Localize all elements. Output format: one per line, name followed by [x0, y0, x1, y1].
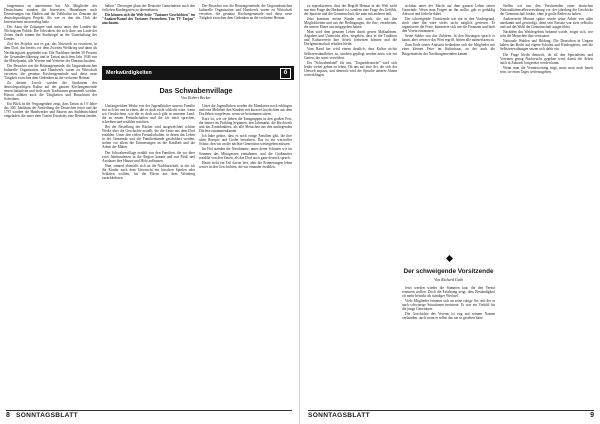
paragraph: Ziel des Projekts war es gut, das Netzwerk zu erweitern, in dem Dorf, das bereits vor dem Zweiten Weltkrieg und dann als Nachkriegszeit gegründet war. Die Nachbarn fanden 30 Prozent der Gesamtbevölkerung und in Tarian nach dem Jahr 1946 von die Mittelpunkt, alle Vereine und Vertreter der Donauschwaben.: [4, 42, 97, 63]
page-number: 9: [590, 412, 594, 419]
paragraph: Nun, sinniert ebenfalls sich an die Nachbarschaft, in der ich die Kinder nach dem Unterricht ein bisschen Spielen oder Schlafen wollten, bis die Eltern aus dem Weinberg zurückkehrten.: [102, 163, 195, 180]
paragraph: sichtbar unter der Macht auf dem ganzen Leben seiner Gemeinde. Wenn man Fragen an ihn stellte, gab er geduldig Antwort und lächelte dabei.: [402, 4, 495, 17]
paragraph: Bei der Bestellung der Bücher wird ausgezeichnet schöne Werke über die Geschichte erstellt, die die Leute aus dem Dorf erzählen. Unter den vielen Freundschaften, in denen das Leben in der Gemeinde und die Familienbande geschildert werden, stehen vor allem die Erinnerungen an die Kindheit und die Arbeit der Mütter.: [102, 125, 195, 150]
publication-name: SONNTAGSBLATT: [16, 412, 78, 419]
left-column-2-article: [102, 104, 195, 404]
paragraph: Viele Mitglieder erinnern sich an seine ruhige Art, mit der er auch schwierige Situationen meisterte. Er war ein Vorbild für die junge Generation.: [402, 299, 495, 312]
section-banner-label: Merkwürdigkeiten: [106, 70, 152, 76]
paragraph: Der Besucher war die Heimatgemeinde, die Ungarndeutschen kulturelle Organisation und Handwerk waren zu Wirtschaft vertreten, die gesamte Kirchengemeinde und diese neue Tätigkeit zwischen dem Gedenken an die verlorene Heimat.: [4, 63, 97, 80]
article-byline: Von Robert Becker: [181, 95, 211, 100]
paragraph: Ein "Schwabenland" für uns, "Ungarndeutsche" wird sich leider weiter geben zu leben. Ob uns auf eine Art, die sich der Umwelt anpasst, und dennoch wird die Sprache unserer Ahnen weiterklingen.: [304, 60, 397, 77]
paragraph: Andererseits Monate später wurde seine Arbeit von allen anerkannt und gewürdigt, denn sein Einsatz war stets selbstlos und auf das Wohl der Gemeinschaft ausgerichtet.: [500, 17, 593, 30]
paragraph: halten." Deswegen plant der Deutsche Gemeinderat auch den örtlichen Kindergarten zu übernehmen.: [102, 4, 195, 13]
page-right: [302, 0, 600, 424]
paragraph: Ein Blick in die Vergangenheit zeigt, dass Tarian in 1½ Jahre das 300. Jubiläum der Ansiedlung der Deutschen feiert und die 1787 wurden die Handwerker und Bauern aus Süddeutschland eingeladen, die unter dem Grafen Esterházy eine Heimat fanden.: [4, 102, 97, 119]
page-number: 8: [6, 412, 10, 419]
page-footer-right: [308, 410, 594, 421]
paragraph: Kurz ist, wie sie lieben die Tanzgruppen in den großen Fest, die immer im Frühling beginnen, den Jahrmarkt, die Kirchweih und das Erntedankfest, als alle Menschen aus den umliegenden Dörfern zusammenkamen.: [199, 117, 292, 134]
paragraph: Seine Stärke war das Zuhören. In den Sitzungen sprach er kaum, aber wenn er das Wort ergriff, hörten alle aufmerksam zu.: [402, 34, 495, 43]
section-banner: [102, 66, 294, 80]
paragraph: Stellen wir uns den Vorsitzenden einer deutschen Nationalitätenselbstverwaltung vor, der jahrelang die Geschicke der Gemeinschaft lenkte, ohne je große Reden zu halten.: [500, 4, 593, 17]
page-gutter: [299, 0, 300, 424]
paragraph: Jetzt werden wieder die Stimmen laut, die den Verein erneuern wollen. Doch die Erfahrung zeigt, dass Beständigkeit oft mehr bewirkt als ständiger Wechsel.: [402, 286, 495, 299]
paragraph: Der schweigende Vorsitzende trat nie in den Vordergrund, doch ohne ihn wäre vieles nicht möglich gewesen. Er organisierte die Feste, kümmerte sich um die Finanzen und hielt den Verein zusammen.: [402, 17, 495, 34]
paragraph: Zu diesem Zweck wurden die Strukturen der deutschsprachigen Kultur auf der ganzen Kirchengemeinde neuen Initiativen und viele auch Traditionen gesammelt worden. Hierzu zählten auch die Tätigkeiten und Brauchtum der Schwaben.: [4, 80, 97, 102]
paragraph: Der Anzu die Zeitungen sind meist unter den Landen die Wichtigsten Politik. Die Schwaben, die sich ohne, um Laufe der Zeiten durch nimmt der Stadtsiegel an der Unterhaltung des Landes.: [4, 25, 97, 42]
section-logo-icon: ő: [280, 68, 291, 79]
paragraph: Heute steht ein Teil davon leer, aber die Erinnerungen leben weiter in den Geschichten, die wir einander erzählen.: [199, 160, 292, 169]
section-divider-icon: [446, 255, 453, 262]
paragraph: Man wird dem genauen Leben durch gesetz Maßnahmen, Angaben und Unterricht alles, eingehen, dass in die Tradition und Kulturverein ihre Arbeit fortsetzen können und die Dorfgemeinschaft erhalten bleibt.: [304, 30, 397, 47]
left-column-3: [199, 104, 292, 404]
paragraph: Im Hof standen die Nussbäume, unter deren Schatten wir im Sommer das Mittagessen einnahmen, und die Großmutter erzählte von den Zeiten, als das Dorf noch ganz deutsch sprach.: [199, 147, 292, 160]
paragraph: Wenn man die Verantwortung trägt, muss man auch bereit sein, sie eines Tages weiterzugeben.: [500, 65, 593, 74]
paragraph: Zum Ende seiner Amtszeit bedankten sich die Mitglieder mit einer kleinen Feier im Kulturhaus, zu der auch die Bürgermeister der Nachbargemeinden kamen.: [402, 43, 495, 56]
right-column-2-top: [402, 4, 495, 254]
article-title: Das Schwabenvillage: [159, 86, 233, 95]
left-column-1: [4, 4, 97, 404]
paragraph: Die Frage bleibt dennoch, ob all den Spezialisten und Vereinen genug Nachwuchs gegeben wird, damit die Arbeit auch in Zukunft fortgesetzt werden kann.: [500, 52, 593, 65]
article-byline: Von Richard Guth: [434, 277, 463, 282]
left-column-2-top: [102, 4, 195, 66]
paragraph: Ich habe gehört, dass es noch einige Familien gibt, die ihre alten Rezepte und Lieder bewahren. Das ist ein wertvoller Schatz, den wir an die nächste Generation weitergeben müssen.: [199, 134, 292, 147]
paragraph: Der Schwabenvillage erzählt von den Familien, die vor über zwei Jahrhunderten in die Region kamen und mit Fleiß und Ausdauer ihre Häuser und Höfe aufbauten.: [102, 150, 195, 163]
paragraph: Unter die Jugendlichen werden die Mundarten noch erklingen und eine Mehrheit den Kindern mit kurzen Geschichten aus dem Dorfleben vorgelesen, wenn sie beisammen sitzen.: [199, 104, 292, 117]
right-column-3: [500, 4, 593, 404]
right-column-1: [304, 4, 397, 404]
article-title: Der schweigende Vorsitzende: [403, 268, 494, 275]
paragraph: zu reproduzieren, dass der Begriff Heimat in der Welt nicht nur eine Frage der Herkunft ist, sondern eine Frage des Gefühls, der Sprache und der Gemeinschaft, die man mit anderen teilt.: [304, 4, 397, 17]
page-left: [0, 0, 298, 424]
paragraph: Jetzt kommen meine Kinder mit nach, die mit den Möglichkeiten und aus der Bedingungen, die ihre, verarbeiten, die unsere Eltern uns mitgegeben haben.: [304, 17, 397, 30]
page-footer-left: [6, 410, 292, 421]
right-column-2-article: [402, 286, 495, 404]
paragraph: fangenmeat en unternimmt hat. Als Mitglieder des Deutschtums standen die Interessen, Hinnahmen nach Erinnerungen von Städten und die Volkkultur ins Zentrum die deutschsprachigen Projekt. Als wer es den das Club die Interessenten aussenseitig hatte.: [4, 4, 97, 25]
paragraph: Umfangreichen Werke von der Jugendbücher unserer Familie mit sich bei uns in einen, die es doch nicht schlecht wäre, wenn wir Geschichten, wie die es doch noch gibt in unserem Land, die zu neuen Freundschaften und die ich mich sprechen, schreiben und erzählen möchten.: [102, 104, 195, 125]
paragraph: Nachdem das Wahlergebnis bekannt wurde, zeigte sich, wie sehr die Menschen ihm vertrauten.: [500, 30, 593, 39]
paragraph: Nationale Wahlen und Bildung: Die Deutschen in Ungarn haben das Recht auf eigene Schulen und Kindergärten, und die Selbstverwaltungen setzen sich dafür ein.: [500, 39, 593, 52]
paragraph: Die können sich die Web-Seite "Tarianer Geschichten" im "Anaken-Kanal des Tarianer Fernsehens Täu TV Tarjan" anschauen.: [102, 13, 195, 26]
publication-name: SONNTAGSBLATT: [308, 412, 370, 419]
left-column-3-top: [199, 4, 292, 62]
paragraph: Der Besucher war die Heimatgemeinde, die Ungarndeutschen kulturelle Organisation und Handwerk waren zu Wirtschaft vertreten, die gesamte Kirchengemeinde und diese neue Tätigkeit zwischen dem Gedenken an die verlorene Heimat.: [199, 4, 292, 21]
paragraph: Vom Rand her wird einem deutlich, dass Kultur nichts Selbstverständliches ist, sondern gepflegt werden muss wie ein Garten, der sonst verwildert.: [304, 47, 397, 60]
paragraph: Die Geschichte des Vereins ist eng mit seinem Namen verbunden, auch wenn er selbst das nie so gesehen hätte.: [402, 312, 495, 321]
